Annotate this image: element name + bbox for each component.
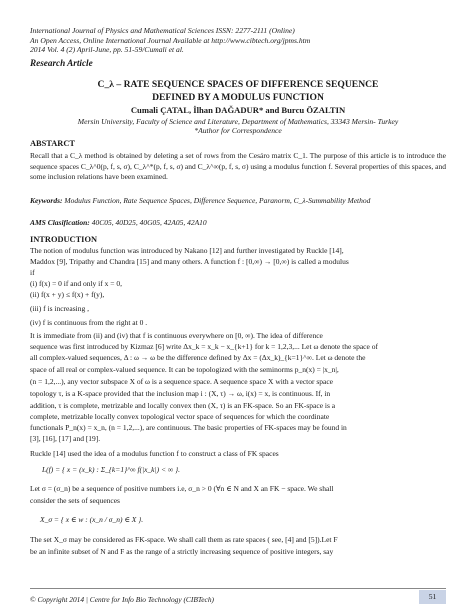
footer-divider — [30, 588, 446, 589]
intro-line: (n = 1,2,...), any vector subspace X of ω is a sequence space. A sequence space X with a vector space — [30, 377, 334, 386]
intro-line: complete, metrizable locally convex topological vector space of sequences for which the coordinate — [30, 412, 330, 421]
article-page — [30, 0, 446, 613]
journal-header — [30, 26, 446, 55]
footer-copyright: © Copyright 2014 | Centre for Info Bio Technology (CIBTech) — [30, 595, 214, 604]
ams-classification — [30, 218, 207, 227]
modulus-condition-4: (iv) f is continuous from the right at 0 . — [30, 318, 148, 327]
journal-header-line-1: International Journal of Physics and Mathematical Sciences ISSN: 2277-2111 (Online) — [30, 26, 295, 35]
ams-label: AMS Clasification: — [30, 218, 90, 227]
introduction-heading: INTRODUCTION — [30, 235, 98, 244]
intro-line: The set X_σ may be considered as FK-space. We shall call them as rate spaces ( see, [4] and [5]).Let F — [30, 535, 338, 544]
page-number: 51 — [419, 590, 446, 604]
intro-line: space of all real or complex-valued sequence. It can be topologized with the seminorms p_n(x) = |x_n|, — [30, 365, 339, 374]
affiliation-line-2: *Author for Correspondence — [194, 126, 282, 136]
intro-line: all complex-valued sequences, Δ : ω → ω be the difference defined by Δx = (Δx_k)_{k=1}^∞. Let ω denote the — [30, 353, 366, 362]
intro-line: sequence was first introduced by Kizmaz [6] write Δx_k = x_k − x_{k+1} for k = 1,2,3,... Let ω denote the space of — [30, 342, 378, 351]
paper-title-line-2: DEFINED BY A MODULUS FUNCTION — [152, 92, 324, 103]
intro-line: The notion of modulus function was introduced by Nakano [12] and further investigated by Ruckle [14], — [30, 246, 344, 255]
modulus-condition-3: (iii) f is increasing , — [30, 304, 89, 313]
intro-line: Maddox [9], Tripathy and Chandra [15] and many others. A function f : [0,∞) → [0,∞) is called a modulus — [30, 257, 349, 266]
article-type: Research Article — [30, 58, 93, 68]
abstract-heading: ABSTARCT — [30, 139, 75, 148]
intro-line: be an infinite subset of N and F as the range of a strictly increasing sequence of positive integers, say — [30, 547, 334, 556]
keywords-text: Modulus Function, Rate Sequence Spaces, Difference Sequence, Paranorm, C_λ-Summability Method — [64, 196, 371, 205]
intro-line: topology τ, is a K-space provided that the inclusion map i : (X, τ) → ω, i(x) = x, is continuous. If, in — [30, 389, 331, 398]
keywords — [30, 196, 446, 206]
intro-line: if — [30, 268, 35, 277]
intro-line: Let σ = (σ_n) be a sequence of positive numbers i.e, σ_n > 0 (∀n ∈ N and X an FK − space. We shall — [30, 484, 334, 493]
formula-rate-space: X_σ = { x ∈ w : (x_n / σ_n) ∈ X }. — [40, 515, 144, 524]
intro-line: Ruckle [14] used the idea of a modulus function f to construct a class of FK spaces — [30, 449, 279, 458]
journal-header-line-2: An Open Access, Online International Journal Available at http://www.cibtech.org/jpms.htm — [30, 35, 311, 45]
intro-line: addition, τ is complete, metrizable and locally convex then (X, τ) is an FK-space. So an FK-space is a — [30, 401, 336, 410]
ams-text: 40C05, 40D25, 40G05, 42A05, 42A10 — [91, 218, 207, 227]
paper-authors: Cumali ÇATAL, İlhan DAĞADUR* and Burcu ÖZALTIN — [130, 105, 346, 115]
journal-header-line-3: 2014 Vol. 4 (2) April-June, pp. 51-59/Cumali et al. — [30, 45, 184, 55]
modulus-condition-1: (i) f(x) = 0 if and only if x = 0, — [30, 279, 122, 288]
modulus-condition-2: (ii) f(x + y) ≤ f(x) + f(y), — [30, 290, 105, 299]
keywords-label: Keywords: — [30, 196, 63, 205]
intro-line: [3], [16], [17] and [19]. — [30, 434, 101, 443]
intro-line: consider the sets of sequences — [30, 496, 120, 505]
abstract-text: Recall that a C_λ method is obtained by deleting a set of rows from the Cesáro matrix C_1. The purpose of this article is to introduce the sequence spaces C_λ^0(p, f, s, σ), C_λ^*(p, f, s, σ) and C_λ^∞(p, f, s, σ) using a modulus function f. Several properties of this spaces, and some inclusion relations have been examined. — [30, 151, 446, 182]
paper-title-line-1: C_λ – RATE SEQUENCE SPACES OF DIFFERENCE SEQUENCE — [97, 79, 379, 90]
affiliation-line-1: Mersin University, Faculty of Science and Literature, Department of Mathematics, 33343 Mersin- Turkey — [77, 117, 399, 126]
intro-line: It is immediate from (ii) and (iv) that f is continuous everywhere on [0, ∞). The idea of difference — [30, 331, 323, 340]
intro-line: functionals P_n(x) = x_n, (n = 1,2,...), are continuous. The basic properties of FK-spaces may be found in — [30, 423, 347, 432]
formula-lf: L(f) = { x = (x_k) : Σ_{k=1}^∞ f(|x_k|) < ∞ }. — [42, 465, 180, 474]
author-affiliation — [30, 117, 446, 136]
paper-title — [30, 78, 446, 104]
